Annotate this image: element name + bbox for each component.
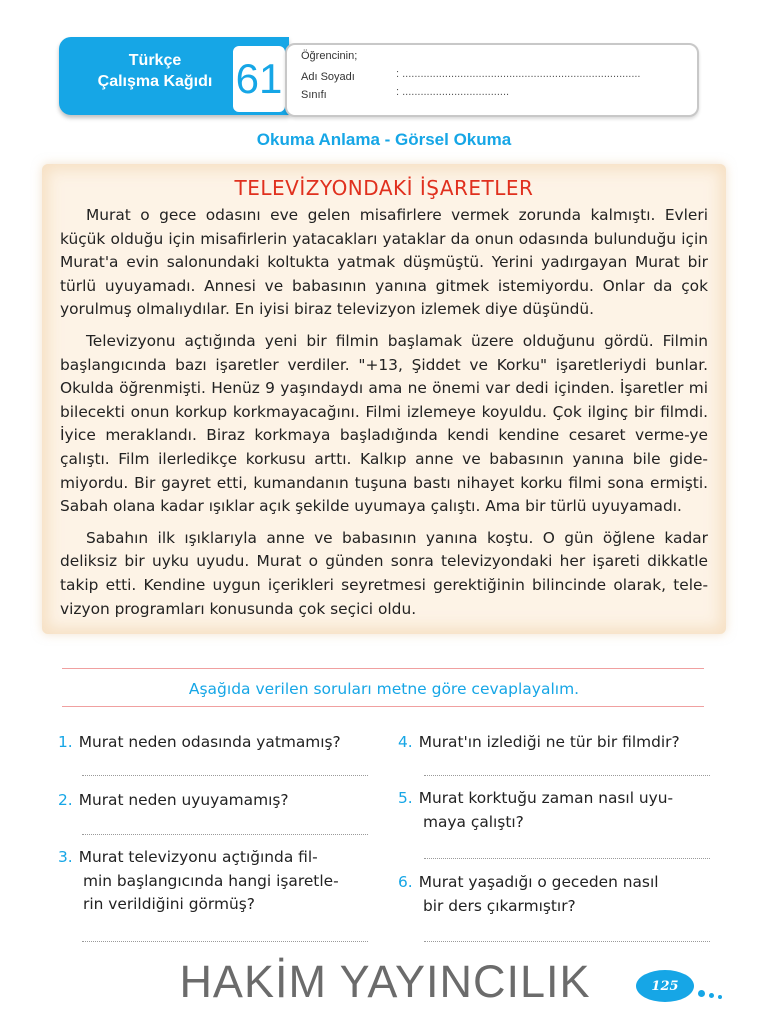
question-6 [398,871,718,918]
questions-instruction: Aşağıda verilen soruları metne göre cevaplayalım. [188,680,580,698]
answer-line-5[interactable] [424,858,710,859]
student-class-row[interactable] [301,86,686,101]
question-number: 5. [398,789,413,807]
question-text-line: min başlangıcında hangi işaretle- [83,871,339,890]
student-heading: Öğrencinin; [301,50,358,62]
student-name-label: Adı Soyadı [301,71,355,83]
student-name-row[interactable] [301,68,686,83]
student-class-field[interactable]: : ................................... [396,86,510,98]
answer-line-3[interactable] [82,941,368,942]
question-text-line: bir ders çıkarmıştır? [423,896,576,915]
decorative-dot [698,990,705,997]
publisher-name: HAKİM YAYINCILIK [179,956,591,1007]
question-text-line: rin verildiğini görmüş? [83,895,255,913]
question-text: Murat neden uyuyamamış? [78,791,289,809]
answer-line-4[interactable] [424,775,710,776]
question-number: 3. [58,848,73,866]
student-name-field[interactable]: : .............................................................................. [396,68,641,80]
question-2 [58,789,289,813]
question-text-line: maya çalıştı? [423,812,524,831]
question-text-line: Murat korktuğu zaman nasıl uyu- [418,789,674,807]
sheet-number: 61 [231,44,287,114]
student-class-label: Sınıfı [301,89,327,101]
divider-bottom [62,706,704,707]
question-4 [398,731,680,755]
story-paragraph: Murat o gece odasını eve gelen misafirlere vermek zorunda kalmıştı. Evleri küçük olduğu için misafirlerin yatacakları yataklar da onun odasında bulunduğu için Murat'a evin salonundaki koltukta yatmak düşmüştü. Yerini yadırgayan Murat bir türlü uyuyamadı. Annesi ve babasının yanına gitmek istemiyordu. Onlar da çok yorulmuş olmalıydılar. En iyisi biraz televizyon izlemek diye düşündü. [60,206,708,319]
story-title: TELEVİZYONDAKİ İŞARETLER [234,176,534,200]
divider-top [62,668,704,669]
question-number: 2. [58,791,73,809]
story-paragraph: Sabahın ilk ışıklarıyla anne ve babasının yanına koştu. O gün öğlene kadar deliksiz bir uyku uyudu. Murat o günden sonra televizyondaki her işareti dikkatle takip etti. Kendine uygun içerikleri seyretmesi gerektiğinin bilincinde olarak, tele-vizyon programları konusunda çok seçici oldu. [60,528,708,618]
answer-line-1[interactable] [82,775,368,776]
worksheet-title-line2: Çalışma Kağıdı [97,73,213,90]
question-number: 4. [398,733,413,751]
worksheet-title-line1: Türkçe [128,52,182,69]
question-text-line: Murat televizyonu açtığında fil- [78,848,318,866]
page-number-badge: 125 [636,970,694,1002]
decorative-dot [709,993,714,998]
question-text-line: Murat yaşadığı o geceden nasıl [418,873,659,891]
answer-line-2[interactable] [82,834,368,835]
decorative-dot [718,995,722,999]
student-info-box [285,43,699,117]
question-number: 1. [58,733,73,751]
story-body [60,204,708,629]
question-3 [58,846,378,917]
question-number: 6. [398,873,413,891]
section-subtitle: Okuma Anlama - Görsel Okuma [256,130,512,149]
answer-line-6[interactable] [424,941,710,942]
worksheet-header [59,37,697,121]
question-text: Murat neden odasında yatmamış? [78,733,341,751]
story-paragraph: Televizyonu açtığında yeni bir filmin başlamak üzere olduğunu gördü. Filmin başlangıcında bazı işaretler verdiler. "+13, Şiddet ve Korku" işaretleriydi bunlar. Okulda öğrenmişti. Henüz 9 yaşındaydı ama ne önemi var dedi içinden. İşaretler mi bilecekti onun korkup korkmayacağını. Filmi izlemeye koyuldu. Çok ilginç bir filmdi. İyice meraklandı. Biraz korkmaya başladığında kendi kendine cesaret verme-ye çalıştı. Film ilerledikçe korkusu arttı. Kalkıp anne ve babasının yanına bile gide-miyordu. Bir gayret etti, kumandanın tuşuna bastı nihayet korku filmi sona ermişti. Sabah olana kadar ışıklar açık şekilde uyumaya çalıştı. Ama bir türlü uyuyamadı. [60,331,708,516]
question-1 [58,731,341,755]
worksheet-title [71,50,239,92]
question-text: Murat'ın izlediği ne tür bir filmdir? [418,733,680,751]
question-5 [398,787,718,834]
